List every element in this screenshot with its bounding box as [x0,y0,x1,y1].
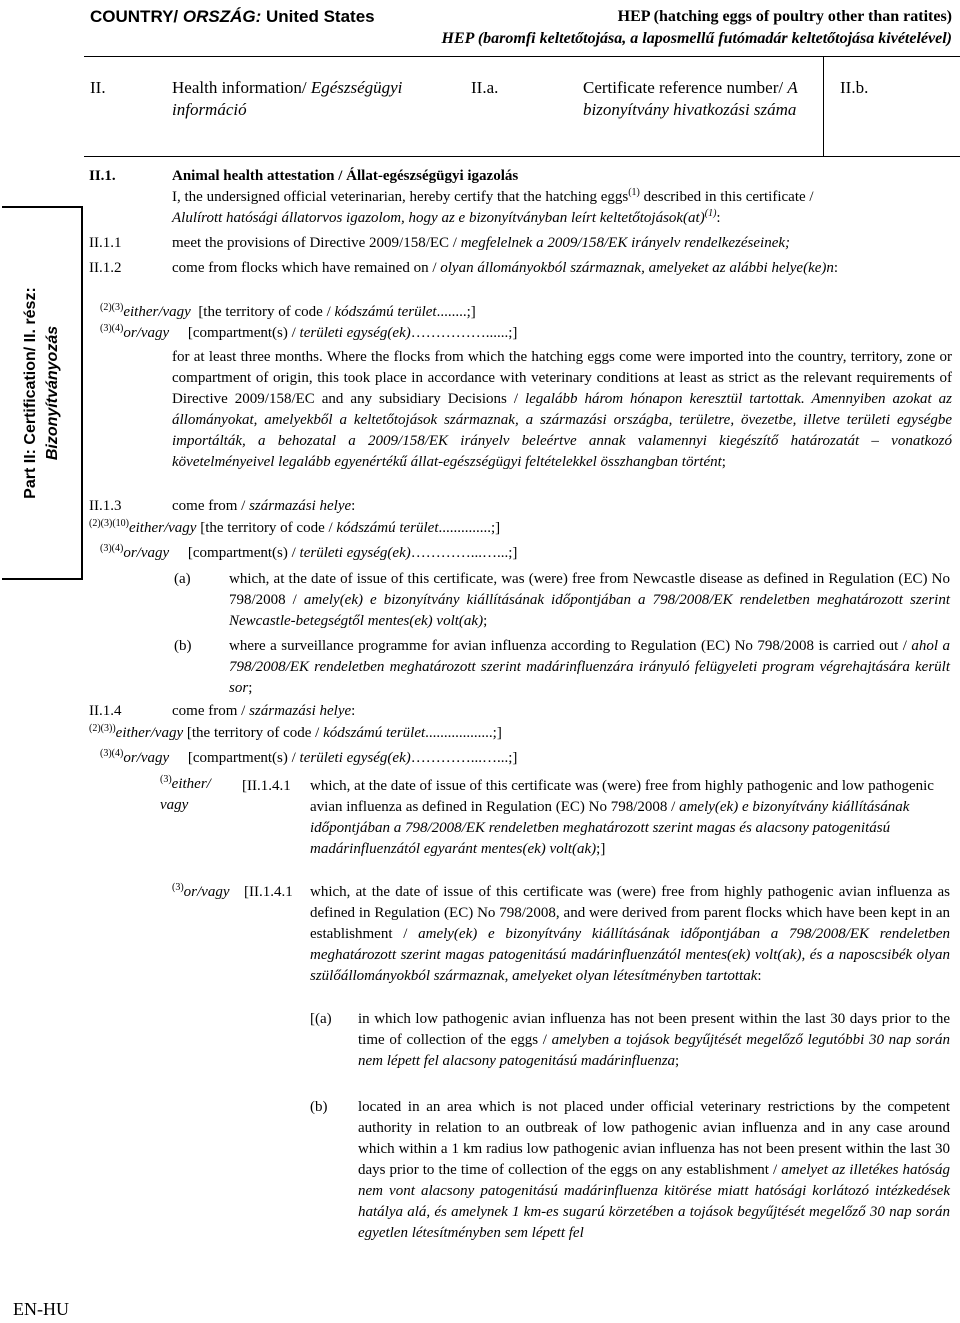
ii113-opt1-end: ..............;] [438,520,501,536]
ii112-end: : [833,260,839,276]
country-value: United States [261,7,375,26]
ii1141-sup: (3) [160,774,172,785]
part-number: II. [90,78,106,97]
ii113-a-end: ; [483,613,488,629]
ii114-opt1-text: [the territory of code / [183,725,324,741]
ii1141-end: ;] [596,841,606,857]
ii114-opt2-sup: (3)(4) [100,748,124,759]
sidebar-line-2: Bizonyítványozás [43,325,61,461]
ref-box-divider [823,57,824,157]
sub-a-end: ; [675,1053,680,1069]
ii112-opt2-end: ……………......;] [410,325,518,341]
ref-number: II.a. [471,78,499,97]
sub-a-text [358,1009,950,1072]
ii112-para-en: for at least three months. Where the flocks from which the hatching eggs come were imported into the country, territory, zone or compartment of origin, this took place in accordance with veterinary conditions at least as strict as the relevant requirements of Directive 2009/158/EC and any subsidiary Decisions / [172,349,952,407]
ii112-option-compartment [100,323,950,344]
ii112-opt2-hu: területi egység(ek) [299,325,411,341]
ii113-a-text [229,569,950,632]
ii113-opt2-lead: or/vagy [123,545,170,561]
ii112-option-territory [100,302,950,323]
ii113-a-label: (a) [174,571,191,587]
ii113-option-territory [89,518,949,539]
intro-hu: Alulírott hatósági állatorvos igazolom, hogy az e bizonyítványban leírt keltetőtojások(at) [172,210,705,226]
ref-label [583,77,813,121]
ii111-en: meet the provisions of Directive 2009/158/EC / [172,235,461,251]
ii1141b-sup: (3) [172,882,184,893]
sub-a-label: [(a) [310,1011,332,1027]
ii1141-lead [160,774,230,816]
ii1141b-lead-text: or/vagy [183,884,230,900]
section-ii1-intro [172,187,952,229]
ii112-opt1-text: [the territory of code / [190,304,335,320]
ii112-opt1-end: ........;] [436,304,476,320]
ii114-opt2-end: …………...…...;] [410,750,518,766]
ii112-para-end: ; [721,454,726,470]
ii112-opt1-hu: kódszámú terület [334,304,437,320]
part-label [172,77,452,121]
part-label-en: Health information/ [172,78,311,97]
ii113-b-hu: ahol a 798/2008/EK rendeletben meghatározott szerint madárinfluenzára irányuló felügyeleti program végrehajtására került sor [229,638,950,696]
ii1141-number: [II.1.4.1 [242,778,291,794]
ii1141-hu: amely(ek) e bizonyítvány kiállításának időpontjában a 798/2008/EK rendeletben meghatározott szerint magas és alacsony patogenitású madárinfluenzától egyaránt mentes(ek) volt(ak) [310,799,910,857]
part-label-hu: Egészségügyi információ [172,78,403,119]
ref-label-en: Certificate reference number/ [583,78,788,97]
sub-b-en: located in an area which is not placed under official veterinary restrictions by the competent authority in relation to an outbreak of low pathogenic avian influenza and in any case around which within a 1 km radius low pathogenic avian influenza has not been present within the last 30 days prior to the time of collection of the eggs on any establishment / [358,1099,950,1178]
section-ii113-number: II.1.3 [89,498,122,514]
ii114-en: come from / [172,703,250,719]
ii113-opt1-lead: either/vagy [128,520,197,536]
ii113-opt2-hu: területi egység(ek) [299,545,411,561]
ii113-end: : [351,498,356,514]
ii113-a-hu: amely(ek) e bizonyítvány kiállításának időpontjában a 798/2008/EK rendeletben meghatározott szerint Newcastle-betegségtől mentes(ek) volt(ak) [229,592,950,629]
section-ii112-text [172,258,952,279]
ii113-a-en: which, at the date of issue of this certificate, was (were) free from Newcastle disease as defined in Regulation (EC) No 798/2008 / [229,571,950,608]
intro-en: I, the undersigned official veterinarian, hereby certify that the hatching eggs [172,189,629,205]
section-ii1-number: II.1. [89,168,116,184]
ii113-hu: származási helye [249,498,352,514]
ii112-opt1-sup: (2)(3) [100,302,124,313]
section-ii114-text [172,701,952,722]
sub-b-hu: amelyet az illetékes hatóság nem vont alacsony patogenitású madárinfluenza kitörése miatt hatósági korlátozó intézkedések hatálya alá, és amelynek 1 km-es sugarú körzetében a tojások begyűjtését megelőző 30 nap során egyetlen létesítményben sem lépett fel [358,1162,950,1241]
ii1141b-text [310,882,950,987]
header-rule-top [84,56,960,57]
ii113-opt1-hu: kódszámú terület [336,520,439,536]
ii1141b-end: : [757,968,762,984]
ii1141b-number: [II.1.4.1 [244,884,293,900]
ii112-paragraph [172,347,952,473]
ii114-opt2-hu: területi egység(ek) [299,750,411,766]
ii114-opt1-hu: kódszámú terület [323,725,426,741]
ii1141b-en: which, at the date of issue of this certificate was (were) free from highly pathogenic avian influenza as defined in Regulation (EC) No 798/2008, and were derived from parent flocks which have been kept in an establishment / [310,884,950,942]
sub-a-hu: amelyben a tojások begyűjtését megelőző legutóbbi 30 nap során nem lépett fel alacsony patogenitású madárinfluenza [358,1032,951,1069]
country-field [90,6,375,28]
ii113-b-en: where a surveillance programme for avian influenza according to Regulation (EC) No 798/2008 is carried out / [229,638,912,654]
section-ii112-number: II.1.2 [89,260,122,276]
intro-en-2: described in this certificate / [639,189,814,205]
ii113-opt1-text: [the territory of code / [196,520,337,536]
section-ii114-number: II.1.4 [89,703,122,719]
ii114-opt2-lead: or/vagy [123,750,170,766]
ii112-hu: olyan állományokból származnak, amelyeket az alábbi helye(ke)n [440,260,834,276]
ref-label-hu: A bizonyítvány hivatkozási száma [583,78,798,119]
sub-a-en: in which low pathogenic avian influenza has not been present within the last 30 days prior to the time of collection of the eggs / [358,1011,950,1048]
ii114-hu: származási helye [249,703,352,719]
header-rule-bottom [84,156,960,157]
ii112-opt1-lead: either/vagy [123,304,191,320]
ii113-en: come from / [172,498,250,514]
ii113-opt2-end: …………...…...;] [410,545,518,561]
ii114-opt1-end: ..................;] [425,725,502,741]
ii111-hu: megfelelnek a 2009/158/EK irányelv rendelkezéseinek; [460,235,791,251]
sidebar-line-1: Part II: Certification/ II. rész: [21,287,39,499]
intro-hu-end: : [716,210,721,226]
sidebar-text [20,213,64,573]
ii1141-lead-text: either/ vagy [160,776,211,813]
country-label-hu: ORSZÁG: [182,7,262,26]
country-label: COUNTRY/ [90,7,183,26]
ii1141-text [310,776,950,860]
ii1141b-lead [172,882,230,903]
sub-b-label: (b) [310,1099,328,1115]
ii112-opt2-lead: or/vagy [123,325,170,341]
part-sidebar [2,206,83,580]
ii114-option-compartment [100,748,950,769]
certificate-code-title-hu: HEP (baromfi keltetőtojása, a laposmellű futómadár keltetőtojása kivételével) [441,30,952,47]
ii114-opt1-lead: either/vagy [115,725,184,741]
ii113-opt1-sup: (2)(3)(10) [89,518,129,529]
section-ii113-text [172,496,952,517]
iib-label: II.b. [840,78,869,97]
section-ii1-title: Animal health attestation / Állat-egészségügyi igazolás [172,168,519,184]
ii114-end: : [351,703,356,719]
intro-hu-sup: (1) [704,208,717,219]
section-ii111-number: II.1.1 [89,235,122,251]
ii112-para-hu: legalább három hónapon keresztül tartottak. Amennyiben azokat az állományokat, amelyekből a keltetőtojások származnak, a származási országba, területre, övezetbe, illetve területi egységbe importálták, a behozatal a 2009/158/EK irányelv beleértve annak valamennyi kiegészítő határozatát – vonatkozó követelményeivel legalább egyenértékű állat-egészségügyi feltételekkel összhangban történt [172,391,953,470]
ii113-opt2-text: [compartment(s) / [169,545,300,561]
ii113-b-end: ; [248,680,253,696]
ii113-b-label: (b) [174,638,192,654]
ii114-opt2-text: [compartment(s) / [169,750,300,766]
intro-sup: (1) [628,187,640,198]
language-code: EN-HU [13,1299,69,1319]
ii112-opt2-text: [compartment(s) / [169,325,300,341]
ii112-opt2-sup: (3)(4) [100,323,124,334]
sub-b-text [358,1097,950,1244]
ii113-opt2-sup: (3)(4) [100,543,124,554]
section-ii111-text [172,233,952,254]
ii112-en: come from flocks which have remained on / [172,260,441,276]
ii113-b-text [229,636,950,699]
ii114-opt1-sup: (2)(3)) [89,723,116,734]
certificate-code-title: HEP (hatching eggs of poultry other than ratites) [617,8,952,25]
ii113-option-compartment [100,543,950,564]
ii114-option-territory [89,723,949,744]
ii1141b-hu: amely(ek) e bizonyítvány kiállításának időpontjában a 798/2008/EK rendeletben meghatározott szerint magas patogenitású madárinfluenzától mentes(ek) volt(ak), és a naposcsibék olyan szülőállományokból származnak, amelyeket olyan létesítményben tartottak [310,926,950,984]
ii1141-en: which, at the date of issue of this certificate was (were) free from highly pathogenic and low pathogenic avian influenza as defined in Regulation (EC) No 798/2008 / [310,778,934,815]
